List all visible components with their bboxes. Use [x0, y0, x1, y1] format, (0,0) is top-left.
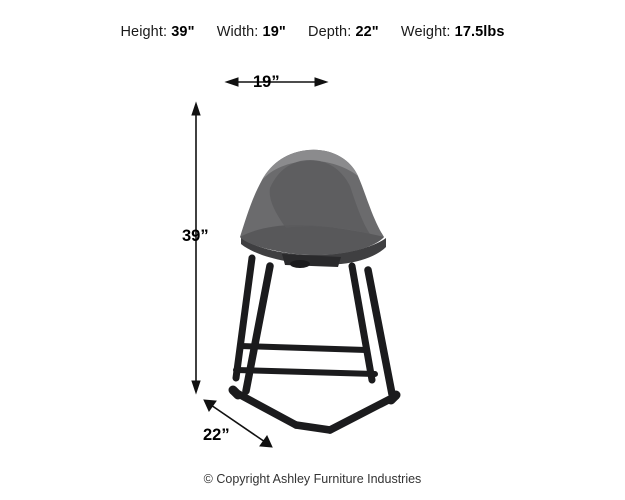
spec-depth [308, 24, 379, 40]
spec-weight-label: Weight: [400, 24, 451, 40]
spec-height [120, 24, 194, 40]
spec-height-label: Height: [120, 24, 168, 40]
spec-depth-value: 22" [355, 24, 379, 40]
spec-height-value: 39" [171, 24, 195, 40]
stool-seat [240, 150, 386, 265]
spec-header [0, 24, 625, 40]
depth-dimension-label: 22” [203, 426, 230, 444]
stool-frame [233, 258, 396, 430]
bar-stool-graphic [233, 150, 396, 430]
spec-weight [401, 24, 505, 40]
height-dimension-label: 39” [182, 227, 209, 245]
spec-width [217, 24, 286, 40]
drawing-stage [0, 58, 625, 470]
copyright-footer: © Copyright Ashley Furniture Industries [203, 472, 422, 486]
spec-weight-value: 17.5lbs [454, 24, 505, 40]
spec-width-value: 19" [262, 24, 286, 40]
stool-illustration [0, 58, 625, 470]
height-dimension-line [192, 103, 200, 393]
spec-width-label: Width: [216, 24, 259, 40]
width-dimension-label: 19” [253, 73, 280, 91]
spec-depth-label: Depth: [308, 24, 352, 40]
